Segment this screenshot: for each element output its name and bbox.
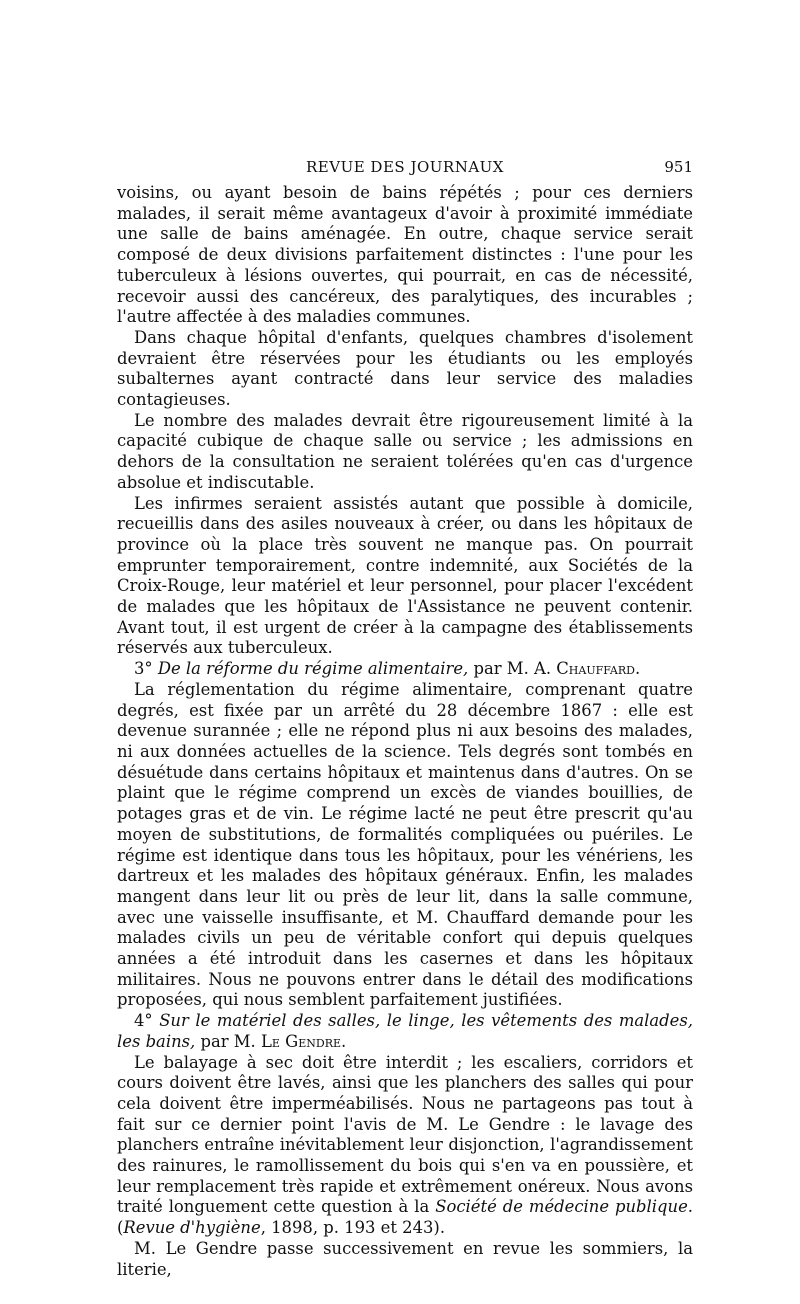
section-3-author: Chauffard.: [556, 659, 641, 679]
paragraph-sommiers: M. Le Gendre passe successivement en revue les sommiers, la literie,: [117, 1238, 693, 1279]
section-3-by: par M. A.: [473, 659, 552, 679]
reference-tail: , 1898, p. 193 et 243).: [260, 1218, 446, 1238]
paragraph-continuation: voisins, ou ayant besoin de bains répétés ; pour ces derniers malades, il serait même avantageux d'avoir à proximité immédiate une salle de bains aménagée. En outre, chaque service serait composé de deux divisions parfaitement distinctes : l'une pour les tuberculeux à lésions ouvertes, qui pourrait, en cas de nécessité, recevoir aussi des cancéreux, des paralytiques, des incurables ; l'autre affectée à des maladies communes.: [117, 183, 693, 327]
section-4-number: 4°: [134, 1011, 153, 1031]
section-4-author: Le Gendre.: [261, 1031, 347, 1051]
section-4-heading: [117, 1011, 693, 1052]
section-4-title: Sur le matériel des salles, le linge, les vêtements des malades, les bains,: [117, 1011, 693, 1051]
page-header: [117, 158, 693, 182]
section-3-heading: [117, 659, 693, 680]
section-3-number: 3°: [134, 659, 153, 679]
paragraph-infirmes: Les infirmes seraient assistés autant que possible à domicile, recueillis dans des asiles nouveaux à créer, ou dans les hôpitaux de province où la place très souvent ne manque pas. On pourrait emprunter temporairement, contre indemnité, aux Sociétés de la Croix-Rouge, leur matériel et leur personnel, pour placer l'excédent de malades que les hôpitaux de l'Assistance ne peuvent contenir. Avant tout, il est urgent de créer à la campagne des établissements réservés aux tuberculeux.: [117, 493, 693, 658]
running-title: REVUE DES JOURNAUX: [306, 158, 504, 176]
paragraph-capacity: Le nombre des malades devrait être rigoureusement limité à la capacité cubique de chaque salle ou service ; les admissions en dehors de la consultation ne seraient tolérées qu'en cas d'urgence absolue et indiscutable.: [117, 410, 693, 492]
reference-societe: Société de médecine publique.: [435, 1197, 693, 1217]
paragraph-regime: La réglementation du régime alimentaire, comprenant quatre degrés, est fixée par un arrêté du 28 décembre 1867 : elle est devenue surannée ; elle ne répond plus ni aux besoins des malades, ni aux données actuelles de la science. Tels degrés sont tombés en désuétude dans certains hôpitaux et maintenus dans d'autres. On se plaint que le régime comprend un excès de viandes bouillies, de potages gras et de vin. Le régime lacté ne peut être prescrit qu'au moyen de substitutions, de formalités compliquées ou puériles. Le régime est identique dans tous les hôpitaux, pour les vénériens, les dartreux et les malades des hôpitaux généraux. Enfin, les malades mangent dans leur lit ou près de leur lit, dans la salle commune, avec une vaisselle insuffisante, et M. Chauffard demande pour les malades civils un peu de véritable confort qui depuis quelques années a été introduit dans les casernes et dans les hôpitaux militaires. Nous ne pouvons entrer dans le détail des modifications proposées, qui nous semblent parfaitement justifiées.: [117, 679, 693, 1010]
page-number: 951: [664, 158, 693, 176]
paragraph-balayage: [117, 1053, 693, 1239]
paragraph-isolation: Dans chaque hôpital d'enfants, quelques chambres d'isolement devraient être réservées pour les étudiants ou les employés subalternes ayant contracté dans leur service des maladies contagieuses.: [117, 327, 693, 410]
section-4-by: par M.: [200, 1031, 256, 1051]
reference-revue: Revue d'hygiène: [123, 1218, 261, 1238]
article-body: [117, 183, 693, 1280]
reference-open-paren: (: [117, 1218, 124, 1238]
paragraph-balayage-text: Le balayage à sec doit être interdit ; les escaliers, corridors et cours doivent être lavés, ainsi que les planchers des salles qui pour cela doivent être imperméabilisés. Nous ne partageons pas tout à fait sur ce dernier point l'avis de M. Le Gendre : le lavage des planchers entraîne inévitablement leur disjonction, l'agrandissement des rainures, le ramollissement du bois qui s'en va en poussière, et leur remplacement très rapide et extrêmement onéreux. Nous avons traité longuement cette question à la: [117, 1052, 693, 1217]
section-3-title: De la réforme du régime alimentaire,: [157, 659, 469, 679]
